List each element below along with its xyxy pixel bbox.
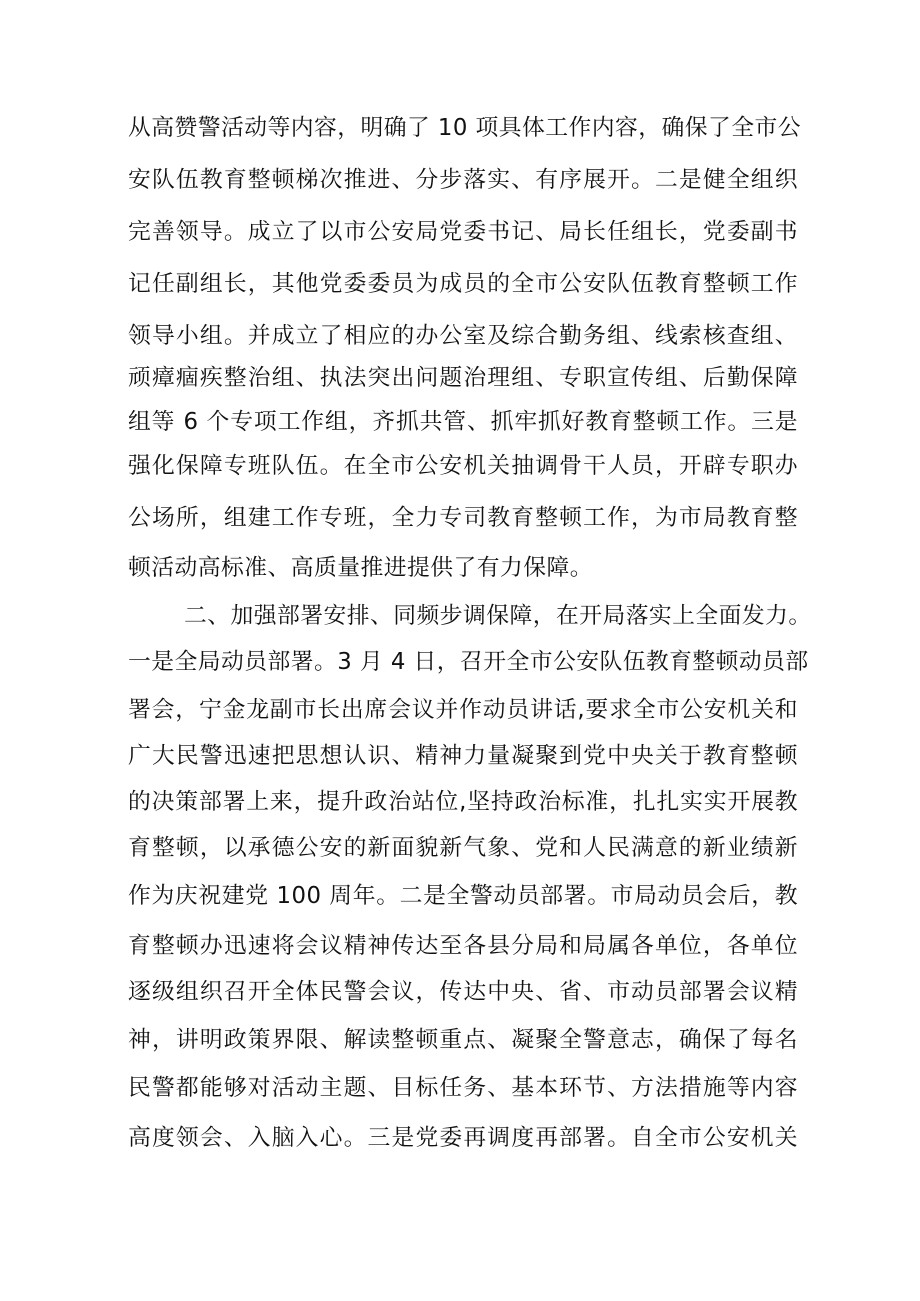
text-line: 安队伍教育整顿梯次推进、分步落实、有序展开。二是健全组织 bbox=[128, 167, 798, 193]
section-heading: 二、加强部署安排、同频步调保障，在开局落实上全面发力。 bbox=[184, 603, 812, 629]
text-line: 作为庆祝建党 100 周年。二是全警动员部署。市局动员会后，教 bbox=[128, 883, 798, 909]
text-line: 逐级组织召开全体民警会议，传达中央、省、市动员部署会议精 bbox=[128, 979, 798, 1005]
text-line: 一是全局动员部署。3 月 4 日，召开全市公安队伍教育整顿动员部 bbox=[128, 649, 809, 675]
text-line: 署会，宁金龙副市长出席会议并作动员讲话,要求全市公安机关和 bbox=[128, 697, 798, 723]
text-line: 顿活动高标准、高质量推进提供了有力保障。 bbox=[128, 555, 593, 581]
text-line: 强化保障专班队伍。在全市公安机关抽调骨干人员，开辟专职办 bbox=[128, 453, 798, 479]
text-line: 顽瘴痼疾整治组、执法突出问题治理组、专职宣传组、后勤保障 bbox=[128, 365, 798, 391]
text-line: 育整顿，以承德公安的新面貌新气象、党和人民满意的新业绩新 bbox=[128, 835, 798, 861]
text-line: 高度领会、入脑入心。三是党委再调度再部署。自全市公安机关 bbox=[128, 1125, 798, 1151]
text-line: 记任副组长，其他党委委员为成员的全市公安队伍教育整顿工作 bbox=[128, 271, 798, 297]
text-line: 民警都能够对活动主题、目标任务、基本环节、方法措施等内容 bbox=[128, 1075, 798, 1101]
text-line: 育整顿办迅速将会议精神传达至各县分局和局属各单位，各单位 bbox=[128, 933, 798, 959]
text-line: 组等 6 个专项工作组，齐抓共管、抓牢抓好教育整顿工作。三是 bbox=[128, 409, 798, 435]
text-line: 广大民警迅速把思想认识、精神力量凝聚到党中央关于教育整顿 bbox=[128, 743, 798, 769]
text-line: 领导小组。并成立了相应的办公室及综合勤务组、线索核查组、 bbox=[128, 323, 798, 349]
text-line: 公场所，组建工作专班，全力专司教育整顿工作，为市局教育整 bbox=[128, 505, 798, 531]
text-line: 神，讲明政策界限、解读整顿重点、凝聚全警意志，确保了每名 bbox=[128, 1027, 798, 1053]
text-line: 完善领导。成立了以市公安局党委书记、局长任组长，党委副书 bbox=[128, 219, 798, 245]
text-line: 的决策部署上来，提升政治站位,坚持政治标准，扎扎实实开展教 bbox=[128, 789, 798, 815]
text-line: 从高赞警活动等内容，明确了 10 项具体工作内容，确保了全市公 bbox=[128, 115, 801, 141]
